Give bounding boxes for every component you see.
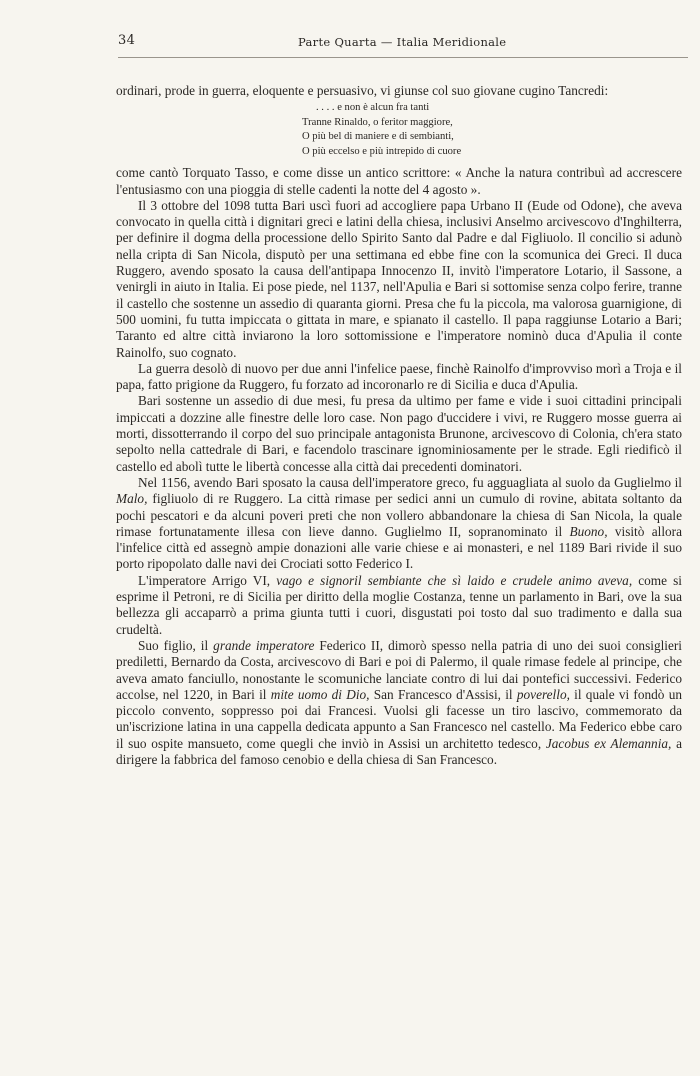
text-run: visitò allora l'infelice città ed assegnò ampie donazioni alle varie chiese e ai monasteri, e nel 1189 Bari rivide il suo porto ripopolato dalle navi dei Crociati sotto Federico I. [116,523,682,572]
italic-run: Jacobus ex Alemannia, [545,735,672,751]
italic-run: mite uomo di Dio, [270,686,370,702]
verse-line: . . . . e non è alcun fra tanti [316,102,430,114]
text-run: a dirigere la fabbrica del famoso cenobio e della chiesa di San Francesco. [116,735,683,767]
italic-run: vago e signoril sembiante che sì laido e crudele animo aveva, [276,572,633,588]
text-run: L'imperatore Arrigo VI, [138,572,277,588]
verse-line: Tranne Rinaldo, o feritor maggiore, [302,116,453,128]
paragraph [116,475,682,573]
verse-line: O più eccelso e più intrepido di cuore [302,145,462,157]
paragraph [116,638,682,768]
paragraph [116,573,682,638]
text-run: San Francesco d'Assisi, il [369,686,517,702]
page-header [118,33,684,53]
italic-run: Malo, [116,491,148,507]
text-run: come si esprime il Petroni, re di Sicilia per diritto della moglie Costanza, tenne un parlamento in Bari, ove la sua bellezza gli accaparrò a prima giunta tutti i cuori, disgustati poi tosto dal suo tradimento e dalla sua crudeltà. [116,572,682,637]
paragraph: La guerra desolò di nuovo per due anni l'infelice paese, finchè Rainolfo d'improvviso morì a Troja e il papa, fatto prigione da Ruggero, fu forzato ad incoronarlo re di Sicilia e duca d'Apulia. [116,360,682,393]
paragraph: Bari sostenne un assedio di due mesi, fu presa da ultimo per fame e vide i suoi cittadini principali impiccati a dozzine alle finestre delle loro case. Non pago d'uccidere i vivi, re Ruggero mosse guerra ai morti, dissotterrando il corpo del suo principale antagonista Brunone, arcivescovo di Colonia, ch'era stato sepolto nella cattedrale di Bari, e facendolo trascinare ignominiosamente per le strade. Egli riedificò il castello ed abolì tutte le libertà concesse alla città dai precedenti dominatori. [116,393,682,474]
paragraph: ordinari, prode in guerra, eloquente e persuasivo, vi giunse col suo giovane cugino Tancredi: [116,83,609,98]
italic-run: grande imperatore [213,637,315,653]
page-number: 34 [118,33,136,48]
text-run: Federico II, dimorò spesso nella patria di uno dei suoi consiglieri prediletti, Bernardo da Costa, arcivescovo di Bari e poi di Palermo, il quale rimase fedele al principe, che aveva amato fanciullo, nonostante le scomuniche lanciate contro di lui dai pontefici successivi. Federico accolse, nel 1220, in Bari il [116,637,682,702]
paragraph: come cantò Torquato Tasso, e come disse un antico scrittore: « Anche la natura contribuì ad accrescere l'entusiasmo con una pioggia di stelle cadenti la notte del 4 agosto ». [116,165,682,197]
italic-run: Buono, [569,523,608,539]
text-run: Suo figlio, il [138,637,214,653]
verse-line: O più bel di maniere e di sembianti, [302,131,454,143]
header-rule [118,57,688,58]
text-run: il quale vi fondò un piccolo convento, soppresso poi dai Francesi. Vuolsi gli facesse un tiro lascivo, commemorato da un'iscrizione latina in una cappella dedicata appunto a San Francesco nel castello. Ma Federico ebbe caro il suo ospite mansueto, come quegli che inviò in Assisi un architetto tedesco, [116,686,682,751]
page-body [116,83,682,768]
italic-run: poverello, [516,686,570,702]
paragraph: Il 3 ottobre del 1098 tutta Bari uscì fuori ad accogliere papa Urbano II (Eude od Odone), che aveva convocato in quella città i dignitari greci e latini della chiesa, inclusivi Anselmo arcivescovo d'Inghilterra, per definire il dogma della processione dello Spirito Santo dal Padre e dal Figliuolo. Il concilio si adunò nella cripta di San Nicola, disputò per una settimana ed ebbe fine con la scomunica dei Greci. Il duca Ruggero, avendo sposato la causa dell'antipapa Innocenzo II, invitò l'imperatore Lotario, il Sassone, a venirgli in aiuto in Italia. Ei pose piede, nel 1137, nell'Apulia e Bari si sottomise senza colpo ferire, tranne il castello che sostenne un assedio di quaranta giorni. Presa che fu la piccola, ma valorosa guarnigione, di 500 uomini, fu tutta impiccata o gittata in mare, e spianato il castello. Il papa raggiunse Lotario a Bari; Taranto ed altre città inviarono la loro sottomissione e l'imperatore nominò duca d'Apulia il conte Rainolfo, suo cognato. [116,197,682,360]
text-run: figliuolo di re Ruggero. La città rimase per sedici anni un cumulo di rovine, abitata soltanto da pochi pescatori e da alcuni poveri preti che non vollero abbandonare la chiesa di San Nicola, la quale rimase fortunatamente illesa con lieve danno. Guglielmo II, sopranominato il [116,491,682,539]
verse-quote [302,101,682,159]
text-run: Nel 1156, avendo Bari sposato la causa dell'imperatore greco, fu agguagliata al suolo da Guglielmo il [138,474,682,490]
running-title: Parte Quarta — Italia Meridionale [298,35,507,49]
